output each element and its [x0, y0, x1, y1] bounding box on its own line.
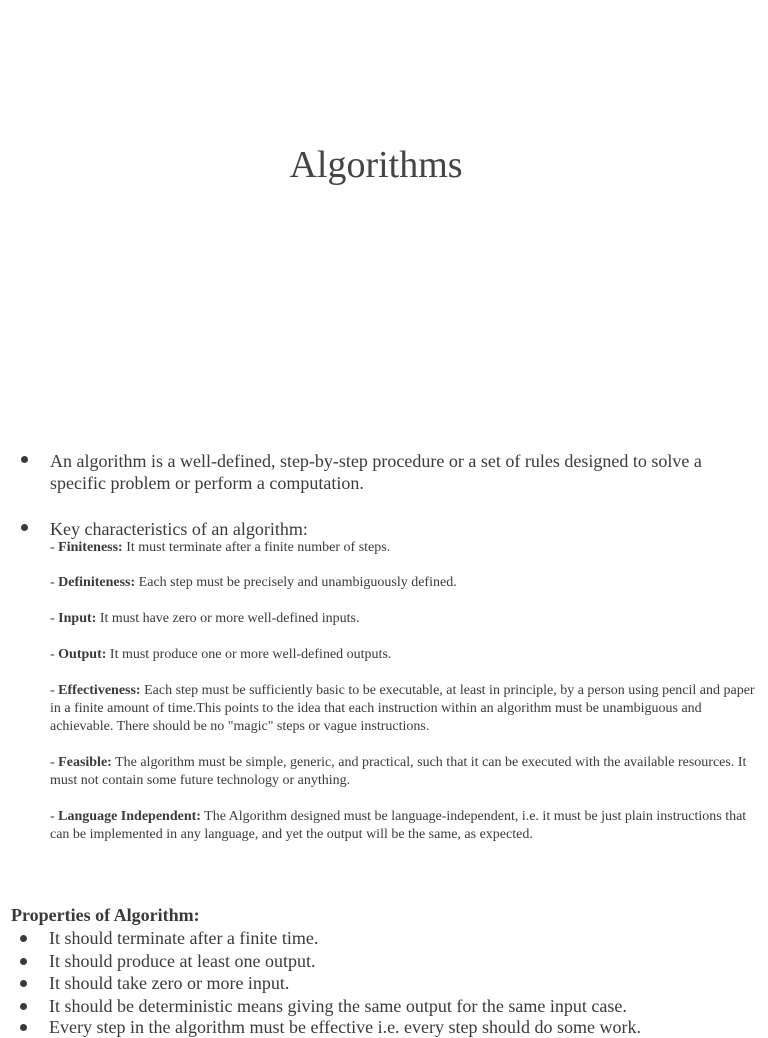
bullet-dot [20, 1024, 27, 1031]
characteristic-term: Language Independent: [58, 809, 201, 824]
property-item [0, 995, 768, 1017]
characteristic-term: Output: [58, 647, 107, 662]
characteristic-feasible: - Feasible: The algorithm must be simple, generic, and practical, such that it can be executed with the available resources. It must not contain some future technology or anything. [50, 755, 747, 788]
characteristic-term: Feasible: [58, 755, 112, 770]
characteristic-term: Definiteness: [58, 575, 136, 590]
bullet-dot [20, 1003, 27, 1010]
bullet-dot [20, 980, 27, 987]
characteristics-heading: Key characteristics of an algorithm: [50, 519, 308, 539]
property-text: It should be deterministic means giving the same output for the same input case. [49, 996, 627, 1016]
characteristic-term: Effectiveness: [58, 683, 141, 698]
characteristic-input: - Input: It must have zero or more well-defined inputs. [50, 611, 360, 626]
characteristic-term: Finiteness: [58, 540, 123, 555]
characteristic-term: Input: [58, 611, 97, 626]
property-item [0, 1016, 768, 1038]
property-text: It should produce at least one output. [49, 951, 316, 971]
bullet-dot [21, 524, 28, 531]
characteristic-finiteness: - Finiteness: It must terminate after a finite number of steps. [50, 540, 391, 555]
properties-heading: Properties of Algorithm: [11, 905, 200, 925]
property-item [0, 950, 768, 972]
bullet-dot [21, 456, 28, 463]
definition-text: An algorithm is a well-defined, step-by-step procedure or a set of rules designed to solve a specific problem or perform a computation. [50, 451, 702, 493]
characteristic-definiteness: - Definiteness: Each step must be precisely and unambiguously defined. [50, 575, 457, 590]
page-title: Algorithms [289, 144, 463, 186]
property-item [0, 927, 768, 949]
characteristic-language-independent: - Language Independent: The Algorithm designed must be language-independent, i.e. it must be just plain instructions that can be implemented in any language, and yet the output will be the same, as expected. [50, 809, 747, 842]
bullet-dot [20, 958, 27, 965]
bullet-dot [20, 935, 27, 942]
property-text: Every step in the algorithm must be effective i.e. every step should do some work. [49, 1017, 642, 1037]
property-text: It should take zero or more input. [49, 973, 290, 993]
property-item [0, 972, 768, 994]
characteristic-effectiveness: - Effectiveness: Each step must be sufficiently basic to be executable, at least in principle, by a person using pencil and paper in a finite amount of time.This points to the idea that each instruction within an algorithm must be unambiguous and achievable. There should be no "magic" steps or vague instructions. [50, 683, 755, 734]
characteristic-output: - Output: It must produce one or more well-defined outputs. [50, 647, 392, 662]
property-text: It should terminate after a finite time. [49, 928, 319, 948]
